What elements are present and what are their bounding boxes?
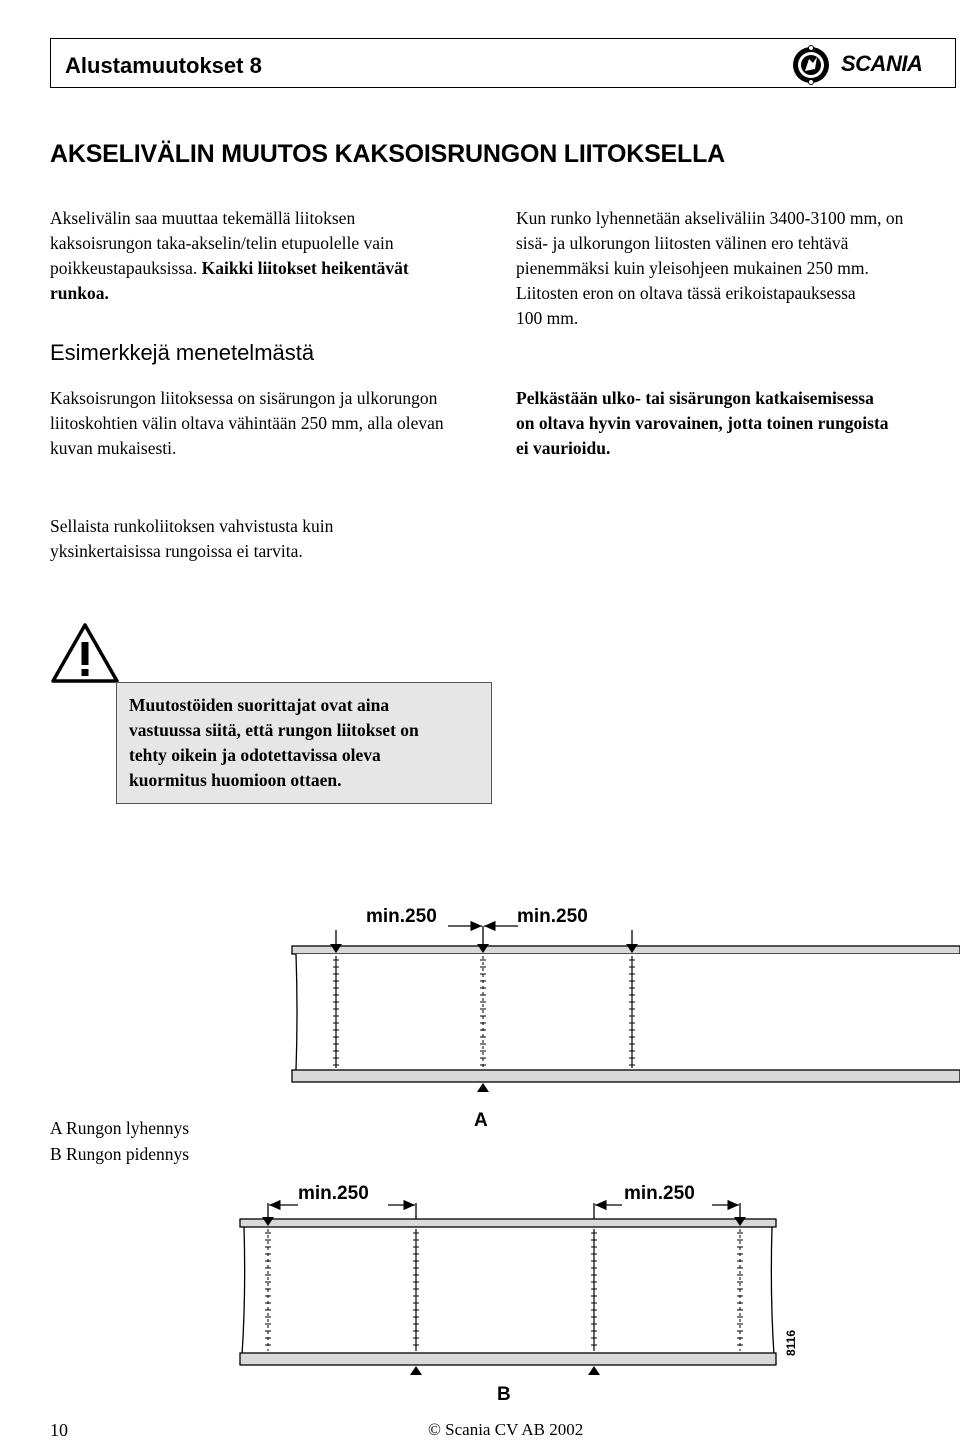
intro-emphasis: runkoa. <box>50 283 109 303</box>
paragraph-line: ei vaurioidu. <box>516 438 611 458</box>
dimension-label: min.250 <box>298 1183 369 1204</box>
paragraph-line: sisä- ja ulkorungon liitosten välinen ero tehtävä <box>516 233 849 253</box>
header-title: Alustamuutokset 8 <box>65 53 262 78</box>
paragraph-line: Pelkästään ulko- tai sisärungon katkaisemisessa <box>516 388 874 408</box>
intro-line: Akselivälin saa muuttaa tekemällä liitoksen <box>50 208 356 228</box>
copyright-notice: © Scania CV AB 2002 <box>428 1420 584 1439</box>
brand-wordmark: SCANIA <box>841 51 923 76</box>
dimension-label: min.250 <box>517 906 588 927</box>
legend-item-b: B Rungon pidennys <box>50 1144 190 1164</box>
example-paragraph <box>50 386 500 461</box>
dimension-label: min.250 <box>366 906 437 927</box>
dimension-label: min.250 <box>624 1183 695 1204</box>
intro-paragraph <box>50 206 500 306</box>
warning-line: tehty oikein ja odotettavissa oleva <box>129 745 381 765</box>
example-line: kuvan mukaisesti. <box>50 438 177 458</box>
figure-number: 8116 <box>784 1329 798 1356</box>
figure-legend <box>50 1115 189 1167</box>
legend-item-a: A Rungon lyhennys <box>50 1118 190 1138</box>
frame-shortening-diagram <box>280 920 960 1100</box>
paragraph-line: on oltava hyvin varovainen, jotta toinen rungoista <box>516 413 889 433</box>
main-title: AKSELIVÄLIN MUUTOS KAKSOISRUNGON LIITOKSELLA <box>50 140 726 168</box>
warning-line: vastuussa siitä, että rungon liitokset on <box>129 720 419 740</box>
warning-triangle-icon <box>50 622 120 684</box>
frame-extension-diagram <box>230 1195 790 1385</box>
note-line: yksinkertaisissa rungoissa ei tarvita. <box>50 541 303 561</box>
scania-griffin-emblem-icon <box>791 45 831 85</box>
intro-emphasis: Kaikki liitokset heikentävät <box>201 258 409 278</box>
paragraph-line: Kun runko lyhennetään akseliväliin 3400-3100 mm, on <box>516 208 904 228</box>
paragraph-line: 100 mm. <box>516 308 579 328</box>
figure-label-b: B <box>497 1384 511 1405</box>
caution-paragraph <box>516 386 960 461</box>
warning-box <box>116 682 492 804</box>
page-header <box>50 38 956 88</box>
note-paragraph <box>50 514 500 564</box>
paragraph-line: Liitosten eron on oltava tässä erikoistapauksessa <box>516 283 856 303</box>
page-number: 10 <box>50 1420 68 1440</box>
note-line: Sellaista runkoliitoksen vahvistusta kuin <box>50 516 334 536</box>
warning-line: kuormitus huomioon ottaen. <box>129 770 342 790</box>
shortening-paragraph <box>516 206 960 331</box>
intro-line <box>50 281 500 306</box>
intro-text: poikkeustapauksissa. <box>50 258 202 278</box>
intro-line <box>50 256 500 281</box>
section-subheading: Esimerkkejä menetelmästä <box>50 340 315 365</box>
intro-line: kaksoisrungon taka-akselin/telin etupuolelle vain <box>50 233 394 253</box>
paragraph-line: pienemmäksi kuin yleisohjeen mukainen 250 mm. <box>516 258 869 278</box>
example-line: liitoskohtien välin oltava vähintään 250 mm, alla olevan <box>50 413 444 433</box>
example-line: Kaksoisrungon liitoksessa on sisärungon ja ulkorungon <box>50 388 438 408</box>
figure-label-a: A <box>474 1110 488 1131</box>
warning-line: Muutostöiden suorittajat ovat aina <box>129 695 390 715</box>
